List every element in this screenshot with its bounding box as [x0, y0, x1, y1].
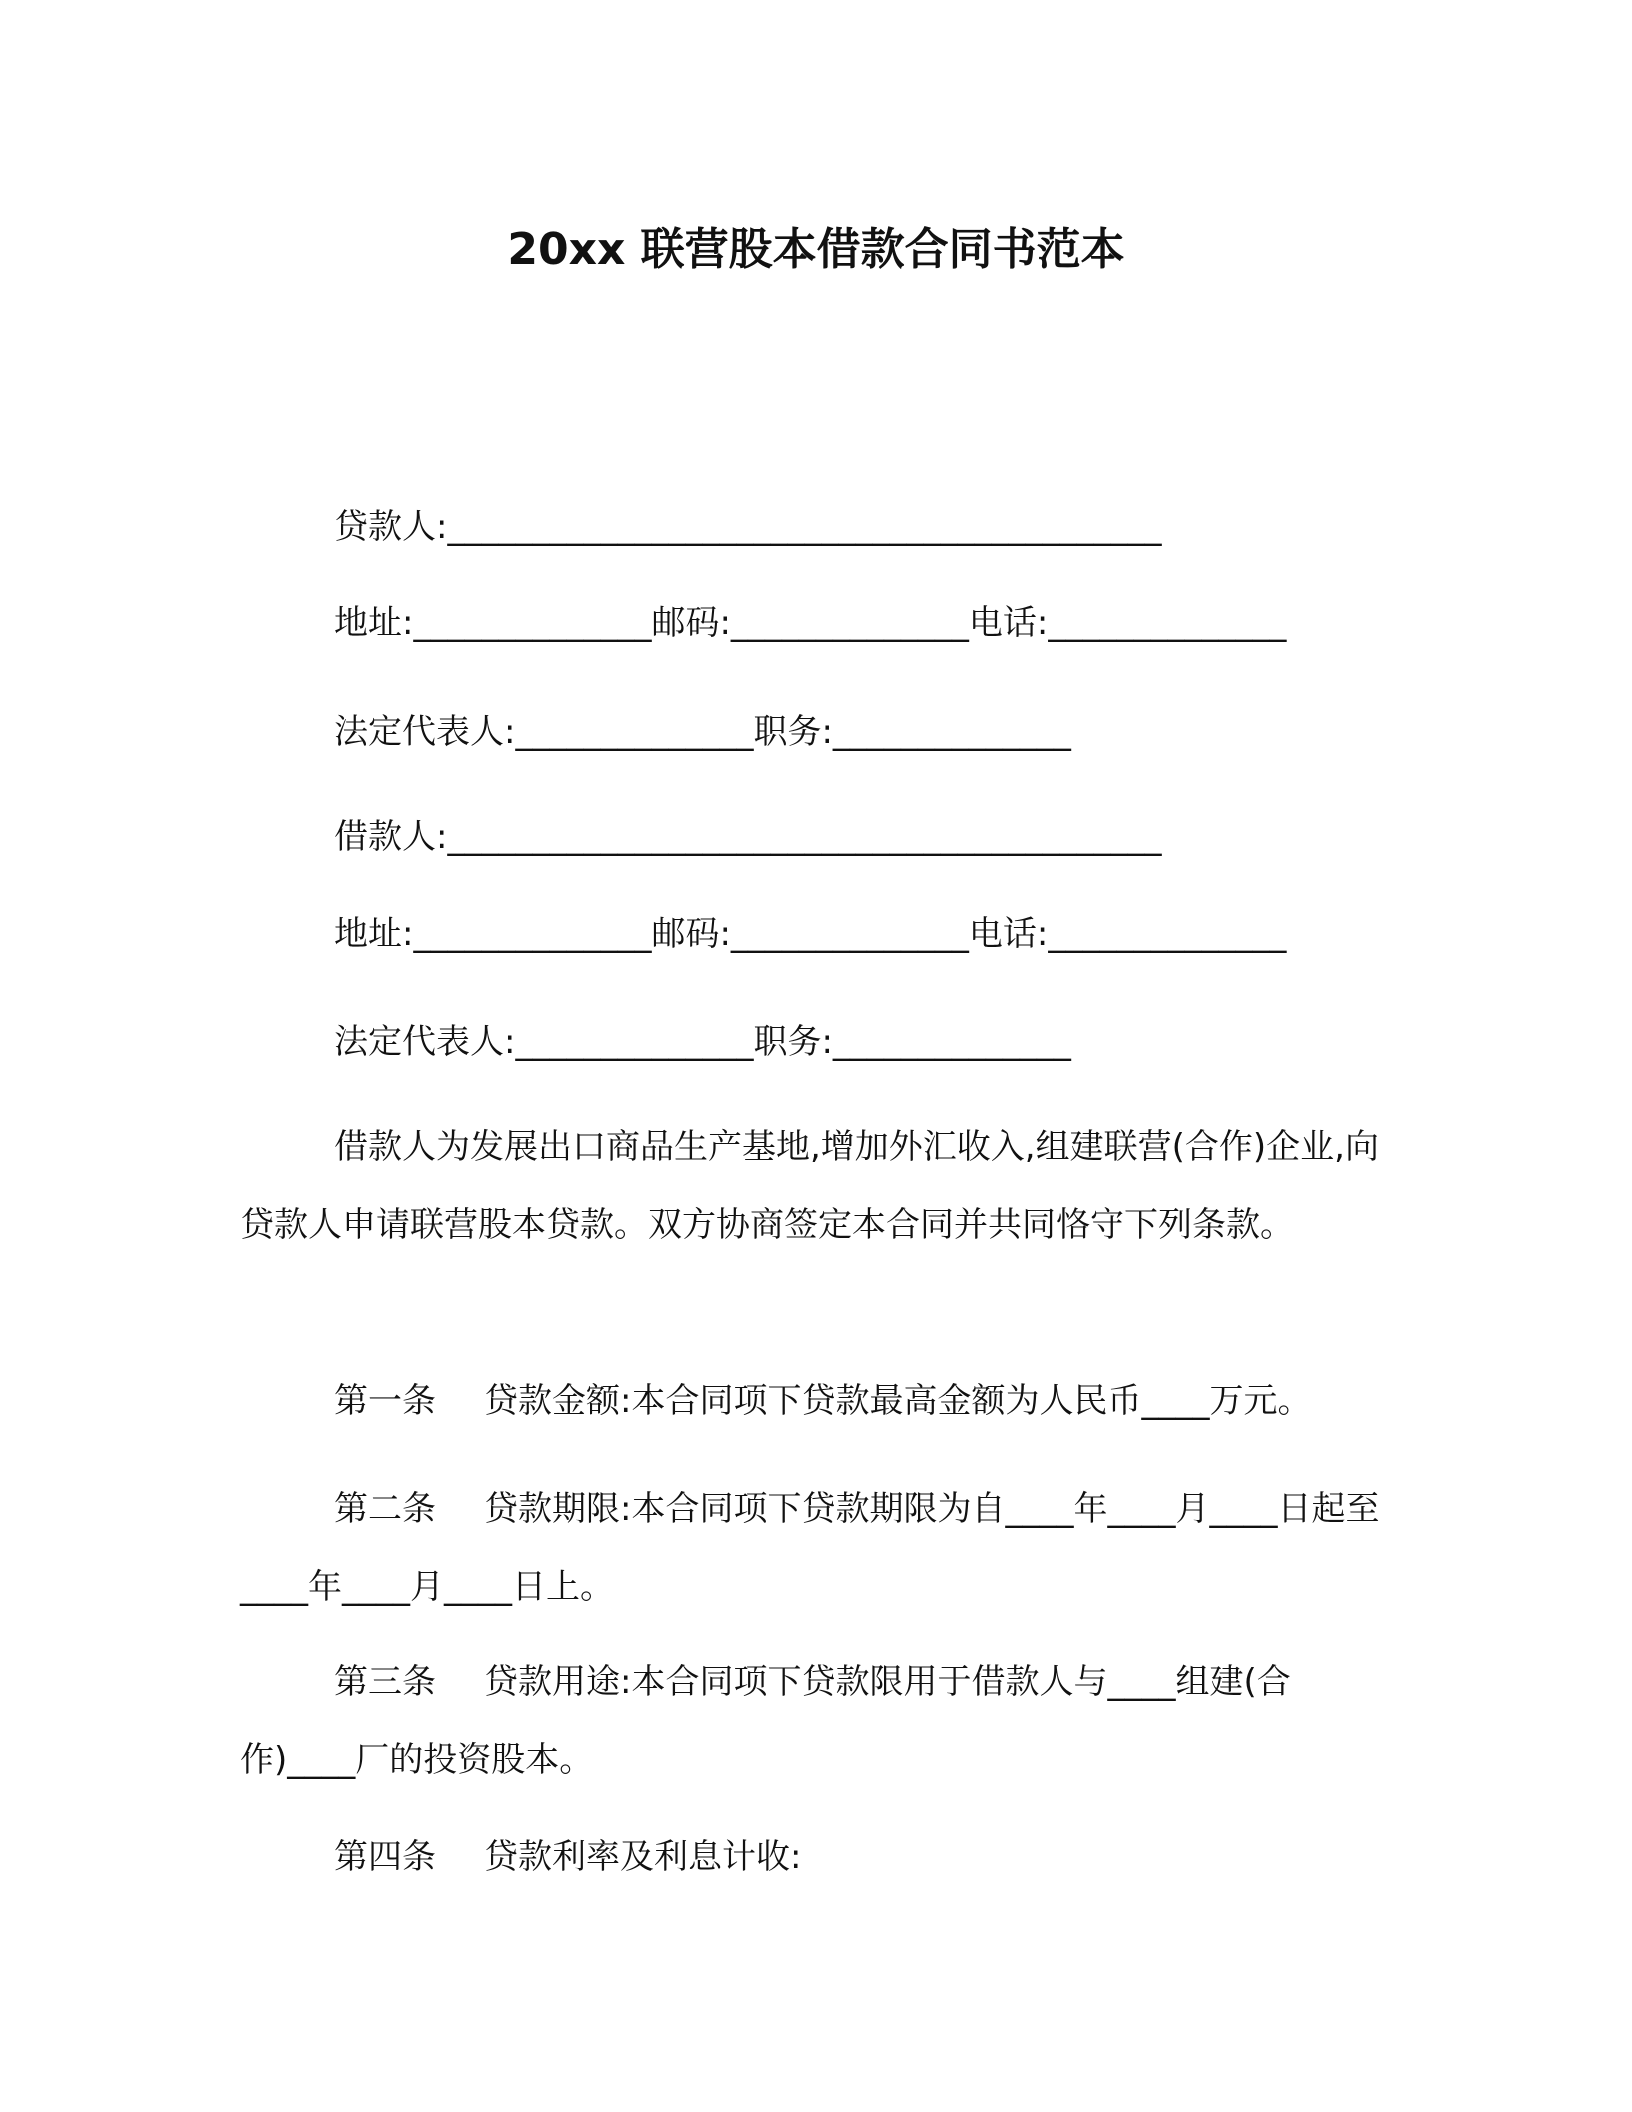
lender-representative-line: 法定代表人:______________职务:______________ [334, 712, 1071, 752]
preamble-text: 借款人为发展出口商品生产基地,增加外汇收入,组建联营(合作)企业,向贷款人申请联营股本贷款。双方协商签定本合同并共同恪守下列条款。 [240, 1127, 1379, 1245]
document-title: 20xx 联营股本借款合同书范本 [507, 224, 1125, 275]
borrower-line: 借款人:__________________________________________ [334, 817, 1162, 857]
article-3-text: 贷款用途:本合同项下贷款限用于借款人与____组建(合作)____厂的投资股本。 [240, 1662, 1291, 1780]
article-3-label: 第三条 [334, 1662, 436, 1702]
article-2 [240, 1470, 1390, 1626]
article-4-text: 贷款利率及利息计收: [484, 1837, 802, 1877]
article-2-label: 第二条 [334, 1489, 436, 1529]
article-2-text: 贷款期限:本合同项下贷款期限为自____年____月____日起至____年____月____日上。 [240, 1489, 1380, 1607]
article-4 [240, 1818, 1390, 1896]
article-3 [240, 1643, 1390, 1799]
lender-contact-line: 地址:______________邮码:______________电话:______________ [334, 603, 1287, 643]
article-4-label: 第四条 [334, 1837, 436, 1877]
lender-line: 贷款人:__________________________________________ [334, 507, 1162, 547]
borrower-contact-line: 地址:______________邮码:______________电话:______________ [334, 914, 1287, 954]
article-1-label: 第一条 [334, 1381, 436, 1421]
preamble-paragraph [240, 1108, 1390, 1264]
article-1-text: 贷款金额:本合同项下贷款最高金额为人民币____万元。 [484, 1381, 1312, 1421]
article-1 [240, 1362, 1390, 1440]
borrower-representative-line: 法定代表人:______________职务:______________ [334, 1022, 1071, 1062]
